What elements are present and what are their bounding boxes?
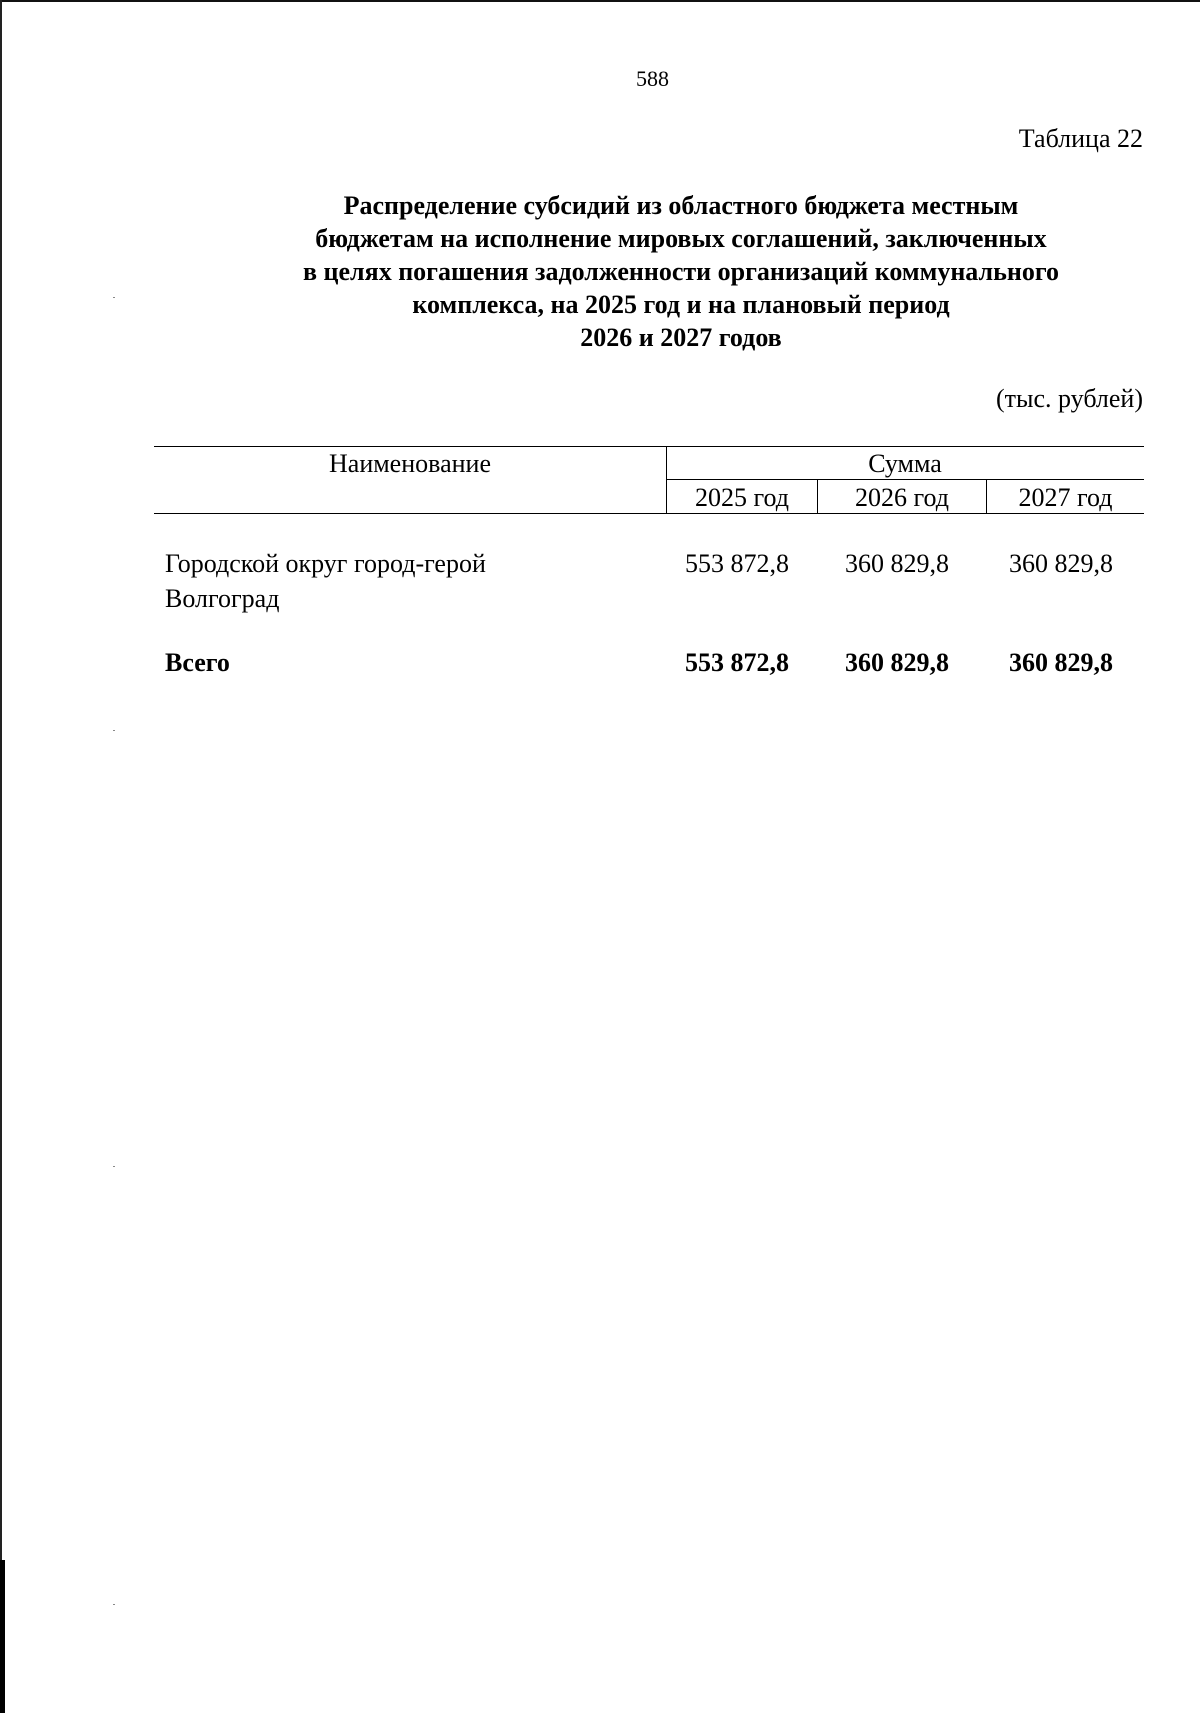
row-value: 360 829,8 [845, 549, 949, 578]
table-top-rule [154, 446, 1144, 447]
title-line: Распределение субсидий из областного бюджета местным [343, 191, 1019, 220]
title-line: в целях погашения задолженности организаций коммунального [302, 257, 1060, 286]
row-value: 553 872,8 [685, 549, 789, 578]
column-header-year: 2025 год [695, 483, 789, 512]
page-number: 588 [636, 66, 669, 91]
scan-edge-top [0, 0, 1200, 2]
title-line: комплекса, на 2025 год и на плановый период [412, 290, 950, 319]
header-bottom-rule [154, 513, 1144, 514]
margin-tick [113, 730, 115, 731]
document-title [0, 189, 1200, 354]
table-label: Таблица 22 [1018, 124, 1143, 153]
units-label: (тыс. рублей) [995, 384, 1143, 413]
row-value: 360 829,8 [1009, 549, 1113, 578]
row-name: Городской округ город-герой [165, 549, 486, 578]
total-value: 553 872,8 [685, 648, 789, 677]
total-value: 360 829,8 [845, 648, 949, 677]
title-line: 2026 и 2027 годов [580, 323, 782, 352]
column-header-year: 2026 год [855, 483, 949, 512]
column-header-name: Наименование [329, 449, 491, 478]
title-line: бюджетам на исполнение мировых соглашений, заключенных [315, 224, 1047, 253]
sum-header-rule [666, 479, 1144, 480]
total-value: 360 829,8 [1009, 648, 1113, 677]
column-header-year: 2027 год [1018, 483, 1113, 512]
total-label: Всего [165, 648, 230, 677]
margin-tick [113, 1166, 115, 1167]
margin-tick [113, 1604, 115, 1605]
column-header-sum: Сумма [868, 449, 942, 478]
scan-edge-left-mark [0, 1560, 5, 1713]
row-name: Волгоград [165, 584, 280, 613]
